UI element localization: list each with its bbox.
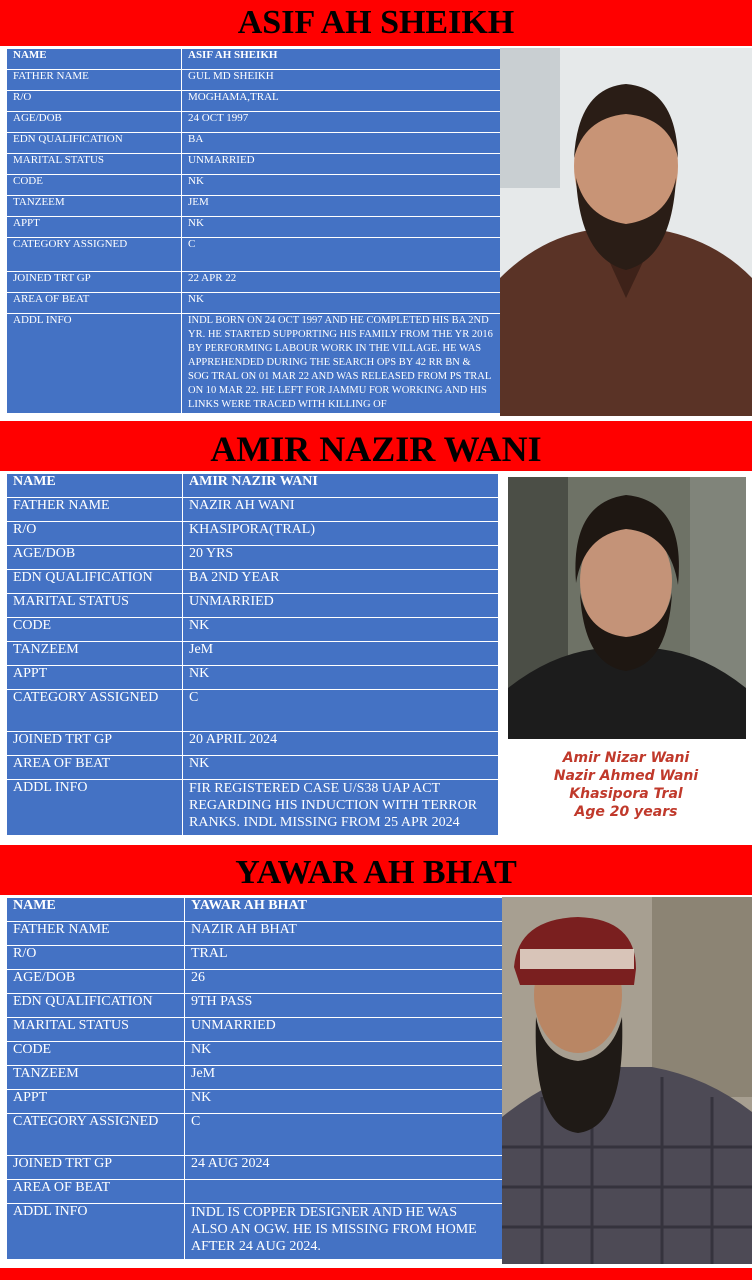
profile-2-table bbox=[6, 473, 499, 836]
table-row bbox=[7, 732, 499, 756]
row-label: EDN QUALIFICATION bbox=[7, 994, 185, 1018]
photo-caption-line: Age 20 years bbox=[574, 804, 678, 820]
table-row bbox=[7, 898, 503, 922]
row-value: NK bbox=[182, 175, 501, 196]
row-label: AGE/DOB bbox=[7, 546, 183, 570]
row-value: KHASIPORA(TRAL) bbox=[183, 522, 499, 546]
table-row bbox=[7, 1042, 503, 1066]
row-value: C bbox=[182, 238, 501, 272]
table-row bbox=[7, 570, 499, 594]
row-label: CATEGORY ASSIGNED bbox=[7, 238, 182, 272]
row-label: CODE bbox=[7, 175, 182, 196]
row-label: NAME bbox=[7, 49, 182, 70]
table-row bbox=[7, 70, 501, 91]
row-value: NAZIR AH BHAT bbox=[185, 922, 503, 946]
row-value: NAZIR AH WANI bbox=[183, 498, 499, 522]
profile-3-photo bbox=[502, 897, 752, 1264]
row-label: FATHER NAME bbox=[7, 498, 183, 522]
table-row bbox=[7, 1066, 503, 1090]
row-value: C bbox=[183, 690, 499, 732]
table-row bbox=[7, 112, 501, 133]
row-value bbox=[185, 1180, 503, 1204]
row-value: MOGHAMA,TRAL bbox=[182, 91, 501, 112]
row-value: NK bbox=[185, 1090, 503, 1114]
row-label: AGE/DOB bbox=[7, 970, 185, 994]
profile-3-title: YAWAR AH BHAT bbox=[0, 845, 752, 895]
table-row bbox=[7, 690, 499, 732]
table-row bbox=[7, 498, 499, 522]
row-label: EDN QUALIFICATION bbox=[7, 570, 183, 594]
bottom-banner-strip bbox=[0, 1268, 752, 1280]
row-label: R/O bbox=[7, 91, 182, 112]
row-label: TANZEEM bbox=[7, 1066, 185, 1090]
row-value: C bbox=[185, 1114, 503, 1156]
row-value: NK bbox=[185, 1042, 503, 1066]
row-value: JeM bbox=[183, 642, 499, 666]
row-value: FIR REGISTERED CASE U/S38 UAP ACT REGARDING HIS INDUCTION WITH TERROR RANKS. INDL MISSING FROM 25 APR 2024 bbox=[183, 780, 499, 836]
row-label: ADDL INFO bbox=[7, 780, 183, 836]
row-value: UNMARRIED bbox=[182, 154, 501, 175]
table-row bbox=[7, 946, 503, 970]
table-row bbox=[7, 314, 501, 414]
row-value: INDL IS COPPER DESIGNER AND HE WAS ALSO AN OGW. HE IS MISSING FROM HOME AFTER 24 AUG 2024. bbox=[185, 1204, 503, 1260]
row-value: 24 OCT 1997 bbox=[182, 112, 501, 133]
profile-3-table bbox=[6, 897, 503, 1260]
row-value: NK bbox=[183, 666, 499, 690]
photo-caption-line: Nazir Ahmed Wani bbox=[553, 768, 699, 784]
row-label: CODE bbox=[7, 1042, 185, 1066]
row-value: UNMARRIED bbox=[185, 1018, 503, 1042]
table-row bbox=[7, 1180, 503, 1204]
table-row bbox=[7, 756, 499, 780]
row-value: JeM bbox=[185, 1066, 503, 1090]
row-label: JOINED TRT GP bbox=[7, 732, 183, 756]
row-label: JOINED TRT GP bbox=[7, 1156, 185, 1180]
table-row bbox=[7, 474, 499, 498]
person-portrait-icon bbox=[500, 473, 752, 743]
person-portrait-icon bbox=[502, 897, 752, 1264]
table-row bbox=[7, 994, 503, 1018]
row-label: NAME bbox=[7, 898, 185, 922]
row-label: ADDL INFO bbox=[7, 1204, 185, 1260]
row-label: APPT bbox=[7, 1090, 185, 1114]
profile-2-title: AMIR NAZIR WANI bbox=[0, 421, 752, 471]
row-label: NAME bbox=[7, 474, 183, 498]
table-row bbox=[7, 133, 501, 154]
row-label: FATHER NAME bbox=[7, 70, 182, 91]
row-value: 9TH PASS bbox=[185, 994, 503, 1018]
row-label: CATEGORY ASSIGNED bbox=[7, 1114, 185, 1156]
table-row bbox=[7, 293, 501, 314]
photo-caption-line: Khasipora Tral bbox=[569, 786, 683, 802]
table-row bbox=[7, 1204, 503, 1260]
row-label: MARITAL STATUS bbox=[7, 594, 183, 618]
row-label: JOINED TRT GP bbox=[7, 272, 182, 293]
profile-1-photo bbox=[500, 48, 752, 416]
table-row bbox=[7, 922, 503, 946]
table-row bbox=[7, 1114, 503, 1156]
profile-1-table bbox=[6, 48, 501, 414]
row-label: AREA OF BEAT bbox=[7, 756, 183, 780]
row-label: APPT bbox=[7, 666, 183, 690]
row-label: TANZEEM bbox=[7, 642, 183, 666]
profile-2-photo bbox=[500, 473, 752, 840]
table-row bbox=[7, 1090, 503, 1114]
table-row bbox=[7, 238, 501, 272]
row-value: GUL MD SHEIKH bbox=[182, 70, 501, 91]
row-label: CATEGORY ASSIGNED bbox=[7, 690, 183, 732]
row-value: NK bbox=[183, 756, 499, 780]
table-row bbox=[7, 522, 499, 546]
table-row bbox=[7, 272, 501, 293]
row-label: CODE bbox=[7, 618, 183, 642]
row-label: R/O bbox=[7, 946, 185, 970]
row-label: MARITAL STATUS bbox=[7, 154, 182, 175]
row-value: BA bbox=[182, 133, 501, 154]
row-value: UNMARRIED bbox=[183, 594, 499, 618]
table-row bbox=[7, 91, 501, 112]
row-label: FATHER NAME bbox=[7, 922, 185, 946]
table-row bbox=[7, 49, 501, 70]
row-label: R/O bbox=[7, 522, 183, 546]
row-value: ASIF AH SHEIKH bbox=[182, 49, 501, 70]
profile-1-title: ASIF AH SHEIKH bbox=[0, 0, 752, 46]
row-value: 22 APR 22 bbox=[182, 272, 501, 293]
row-value: TRAL bbox=[185, 946, 503, 970]
table-row bbox=[7, 154, 501, 175]
row-value: 20 YRS bbox=[183, 546, 499, 570]
photo-caption-line: Amir Nizar Wani bbox=[562, 750, 690, 766]
row-value: INDL BORN ON 24 OCT 1997 AND HE COMPLETED HIS BA 2ND YR. HE STARTED SUPPORTING HIS FAMILY FROM THE YR 2016 BY PERFORMING LABOUR WORK IN THE VILLAGE. HE WAS APPREHENDED DURING THE SEARCH OPS BY 42 RR BN & SOG TRAL ON 01 MAR 22 AND WAS RELEASED FROM PS TRAL ON 10 MAR 22. HE LEFT FOR JAMMU FOR WORKING AND HIS LINKS WERE TRACED WITH KILLING OF bbox=[182, 314, 501, 414]
row-value: JEM bbox=[182, 196, 501, 217]
row-label: APPT bbox=[7, 217, 182, 238]
row-label: EDN QUALIFICATION bbox=[7, 133, 182, 154]
row-label: AGE/DOB bbox=[7, 112, 182, 133]
row-label: AREA OF BEAT bbox=[7, 293, 182, 314]
person-portrait-icon bbox=[500, 48, 752, 416]
table-row bbox=[7, 594, 499, 618]
table-row bbox=[7, 175, 501, 196]
row-value: NK bbox=[182, 293, 501, 314]
table-row bbox=[7, 618, 499, 642]
table-row bbox=[7, 1156, 503, 1180]
table-row bbox=[7, 642, 499, 666]
table-row bbox=[7, 217, 501, 238]
row-label: MARITAL STATUS bbox=[7, 1018, 185, 1042]
table-row bbox=[7, 196, 501, 217]
row-value: 20 APRIL 2024 bbox=[183, 732, 499, 756]
row-value: NK bbox=[182, 217, 501, 238]
row-value: 26 bbox=[185, 970, 503, 994]
row-value: NK bbox=[183, 618, 499, 642]
row-value: AMIR NAZIR WANI bbox=[183, 474, 499, 498]
table-row bbox=[7, 546, 499, 570]
table-row bbox=[7, 1018, 503, 1042]
row-label: TANZEEM bbox=[7, 196, 182, 217]
table-row bbox=[7, 666, 499, 690]
table-row bbox=[7, 970, 503, 994]
table-row bbox=[7, 780, 499, 836]
row-value: BA 2ND YEAR bbox=[183, 570, 499, 594]
row-label: AREA OF BEAT bbox=[7, 1180, 185, 1204]
row-label: ADDL INFO bbox=[7, 314, 182, 414]
row-value: YAWAR AH BHAT bbox=[185, 898, 503, 922]
row-value: 24 AUG 2024 bbox=[185, 1156, 503, 1180]
